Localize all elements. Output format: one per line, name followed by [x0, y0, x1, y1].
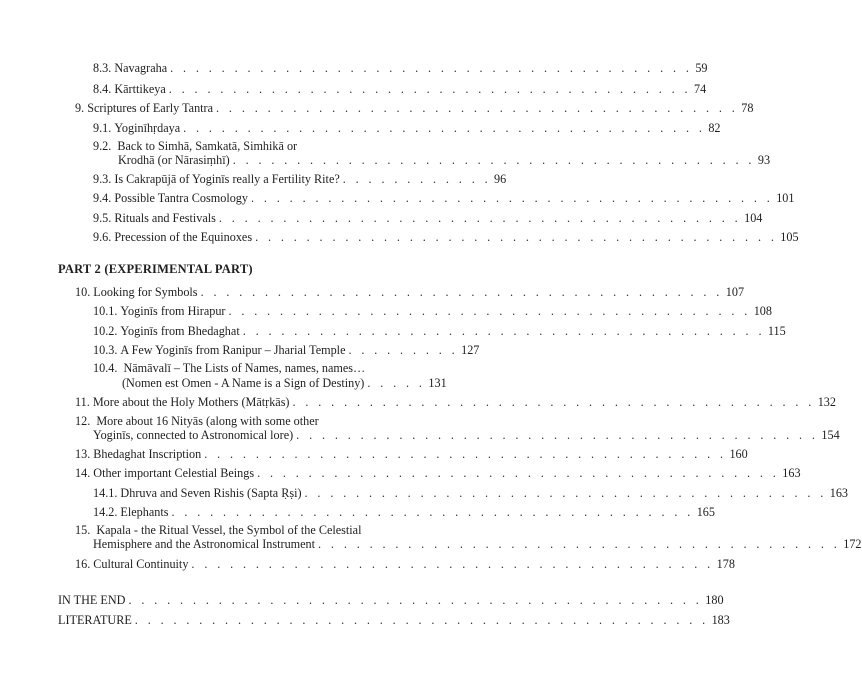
dot-leader: . . . . .	[367, 376, 426, 390]
entry-title: Yoginīs from Hirapur	[120, 304, 226, 318]
dot-leader: . . . . . . . . . . . . . . . . . . . . . . . . . . . . . . . . . . . . . . . . .	[257, 466, 780, 480]
entry-title: A Few Yoginīs from Ranipur – Jharial Temple	[120, 343, 346, 357]
toc-entry	[93, 191, 795, 206]
entry-title: Kapala - the Ritual Vessel, the Symbol of the Celestial	[96, 523, 362, 537]
dot-leader: . . . . . . . . . . . . . . . . . . . . . . . . . . . . . . . . . . . . . . . . .	[191, 557, 714, 571]
part-heading: PART 2 (EXPERIMENTAL PART)	[58, 262, 253, 276]
dot-leader: . . . . . . . . . . . . . . . . . . . . . . . . . . . . . . . . . . . . . . . . . . . . .	[134, 613, 709, 627]
toc-entry	[122, 376, 447, 391]
entry-page: 160	[729, 447, 748, 461]
entry-title-continued: Hemisphere and the Astronomical Instrument	[93, 537, 316, 551]
entry-number: 9.6.	[93, 230, 112, 244]
entry-page: 108	[753, 304, 772, 318]
dot-leader: . . . . . . . . . . . . . . . . . . . . . . . . . . . . . . . . . . . . . . . . .	[255, 230, 778, 244]
entry-number: 10.4.	[93, 361, 118, 375]
toc-entry	[75, 466, 801, 481]
entry-page: 78	[741, 101, 754, 115]
entry-title-continued: (Nomen est Omen - A Name is a Sign of Destiny)	[122, 376, 365, 390]
entry-title: Yoginīhṛdaya	[114, 121, 181, 135]
toc-entry	[93, 121, 721, 136]
entry-page: 183	[711, 613, 730, 627]
dot-leader: . . . . . . . . . . . . . . . . . . . . . . . . . . . . . . . . . . . . . . . . .	[204, 447, 727, 461]
entry-page: 127	[461, 343, 480, 357]
entry-title: Other important Celestial Beings	[93, 466, 255, 480]
entry-number: 9.	[75, 101, 85, 115]
dot-leader: . . . . . . . . . . . . . . . . . . . . . . . . . . . . . . . . . . . . . . . . .	[232, 153, 755, 167]
entry-number: 14.2.	[93, 505, 118, 519]
entry-page: 82	[708, 121, 721, 135]
entry-title-line1	[93, 139, 297, 154]
dot-leader: . . . . . . . . . . . .	[342, 172, 492, 186]
entry-number: 12.	[75, 414, 91, 428]
entry-title: Precession of the Equinoxes	[114, 230, 253, 244]
toc-entry	[75, 447, 748, 462]
entry-title-line1	[75, 523, 361, 538]
dot-leader: . . . . . . . . .	[348, 343, 459, 357]
toc-entry	[93, 230, 799, 245]
dot-leader: . . . . . . . . . . . . . . . . . . . . . . . . . . . . . . . . . . . . . . . . .	[228, 304, 751, 318]
entry-title: Back to Simhā, Samkatā, Simhikā or	[117, 139, 298, 153]
entry-title: Possible Tantra Cosmology	[114, 191, 248, 205]
entry-title: Bhedaghat Inscription	[93, 447, 202, 461]
entry-number: 10.	[75, 285, 91, 299]
entry-number: 14.1.	[93, 486, 118, 500]
toc-entry	[93, 324, 786, 339]
toc-entry	[75, 101, 754, 116]
entry-number: 15.	[75, 523, 91, 537]
entry-title: IN THE END	[58, 593, 126, 607]
entry-title: LITERATURE	[58, 613, 132, 627]
entry-title: Elephants	[120, 505, 169, 519]
entry-page: 165	[696, 505, 715, 519]
entry-number: 10.3.	[93, 343, 118, 357]
entry-title-line1	[75, 414, 319, 429]
entry-number: 9.4.	[93, 191, 112, 205]
dot-leader: . . . . . . . . . . . . . . . . . . . . . . . . . . . . . . . . . . . . . . . . .	[168, 82, 691, 96]
toc-entry	[93, 211, 763, 226]
entry-page: 104	[744, 211, 763, 225]
entry-title: Nāmāvalī – The Lists of Names, names, names…	[123, 361, 366, 375]
entry-page: 105	[780, 230, 799, 244]
entry-number: 13.	[75, 447, 91, 461]
entry-page: 115	[767, 324, 786, 338]
toc-entry	[58, 613, 730, 628]
entry-page: 154	[821, 428, 840, 442]
dot-leader: . . . . . . . . . . . . . . . . . . . . . . . . . . . . . . . . . . . . . . . . .	[200, 285, 723, 299]
toc-entry	[75, 557, 735, 572]
entry-page: 178	[716, 557, 735, 571]
entry-page: 96	[494, 172, 507, 186]
toc-entry	[118, 153, 771, 168]
entry-page: 59	[695, 61, 708, 75]
toc-entry	[93, 172, 507, 187]
entry-number: 10.1.	[93, 304, 118, 318]
entry-title: Kārttikeya	[114, 82, 166, 96]
entry-page: 93	[757, 153, 771, 167]
entry-title: Yoginīs from Bhedaghat	[120, 324, 240, 338]
entry-number: 9.5.	[93, 211, 112, 225]
entry-number: 10.2.	[93, 324, 118, 338]
toc-entry	[93, 428, 840, 443]
dot-leader: . . . . . . . . . . . . . . . . . . . . . . . . . . . . . . . . . . . . . . . . .	[318, 537, 841, 551]
toc-entry	[93, 505, 715, 520]
entry-number: 9.1.	[93, 121, 112, 135]
entry-page: 163	[782, 466, 801, 480]
entry-page: 172	[843, 537, 862, 551]
entry-number: 14.	[75, 466, 91, 480]
entry-title: Dhruva and Seven Rishis (Sapta Ṛṣi)	[120, 486, 302, 500]
dot-leader: . . . . . . . . . . . . . . . . . . . . . . . . . . . . . . . . . . . . . . . . .	[183, 121, 706, 135]
entry-title: Looking for Symbols	[93, 285, 198, 299]
entry-title: More about the Holy Mothers (Mātṛkās)	[92, 395, 290, 409]
toc-entry	[75, 395, 836, 410]
entry-number: 8.4.	[93, 82, 112, 96]
toc-entry	[93, 537, 862, 552]
entry-title: Is Cakrapūjā of Yoginīs really a Fertility Rite?	[114, 172, 340, 186]
entry-title: Rituals and Festivals	[114, 211, 216, 225]
entry-title: Cultural Continuity	[93, 557, 189, 571]
entry-title: More about 16 Nityās (along with some other	[96, 414, 319, 428]
entry-title-line1	[93, 361, 365, 376]
entry-page: 131	[428, 376, 447, 390]
dot-leader: . . . . . . . . . . . . . . . . . . . . . . . . . . . . . . . . . . . . . . . . .	[251, 191, 774, 205]
entry-number: 16.	[75, 557, 91, 571]
toc-entry	[93, 343, 480, 358]
entry-number: 8.3.	[93, 61, 112, 75]
dot-leader: . . . . . . . . . . . . . . . . . . . . . . . . . . . . . . . . . . . . . . . . .	[171, 505, 694, 519]
entry-page: 101	[776, 191, 795, 205]
dot-leader: . . . . . . . . . . . . . . . . . . . . . . . . . . . . . . . . . . . . . . . . .	[304, 486, 827, 500]
toc-entry	[93, 304, 772, 319]
toc-entry	[93, 61, 708, 76]
entry-title-continued: Yoginīs, connected to Astronomical lore)	[93, 428, 294, 442]
toc-entry	[75, 285, 745, 300]
entry-title: Navagraha	[114, 61, 168, 75]
dot-leader: . . . . . . . . . . . . . . . . . . . . . . . . . . . . . . . . . . . . . . . . .	[170, 61, 693, 75]
entry-number: 9.3.	[93, 172, 112, 186]
dot-leader: . . . . . . . . . . . . . . . . . . . . . . . . . . . . . . . . . . . . . . . . .	[216, 101, 739, 115]
entry-page: 163	[829, 486, 849, 500]
toc-entry	[58, 593, 724, 608]
entry-page: 74	[693, 82, 707, 96]
dot-leader: . . . . . . . . . . . . . . . . . . . . . . . . . . . . . . . . . . . . . . . . .	[218, 211, 742, 225]
entry-number: 9.2.	[93, 139, 112, 153]
dot-leader: . . . . . . . . . . . . . . . . . . . . . . . . . . . . . . . . . . . . . . . . .	[292, 395, 815, 409]
entry-number: 11.	[75, 395, 90, 409]
entry-title: Scriptures of Early Tantra	[87, 101, 214, 115]
entry-page: 180	[705, 593, 724, 607]
entry-page: 107	[725, 285, 745, 299]
toc-entry	[93, 82, 707, 97]
dot-leader: . . . . . . . . . . . . . . . . . . . . . . . . . . . . . . . . . . . . . . . . .	[242, 324, 765, 338]
entry-title-continued: Krodhā (or Nārasiṃhī)	[118, 153, 230, 167]
dot-leader: . . . . . . . . . . . . . . . . . . . . . . . . . . . . . . . . . . . . . . . . .	[296, 428, 819, 442]
entry-page: 132	[817, 395, 836, 409]
toc-entry	[93, 486, 849, 501]
dot-leader: . . . . . . . . . . . . . . . . . . . . . . . . . . . . . . . . . . . . . . . . . . . . .	[128, 593, 703, 607]
